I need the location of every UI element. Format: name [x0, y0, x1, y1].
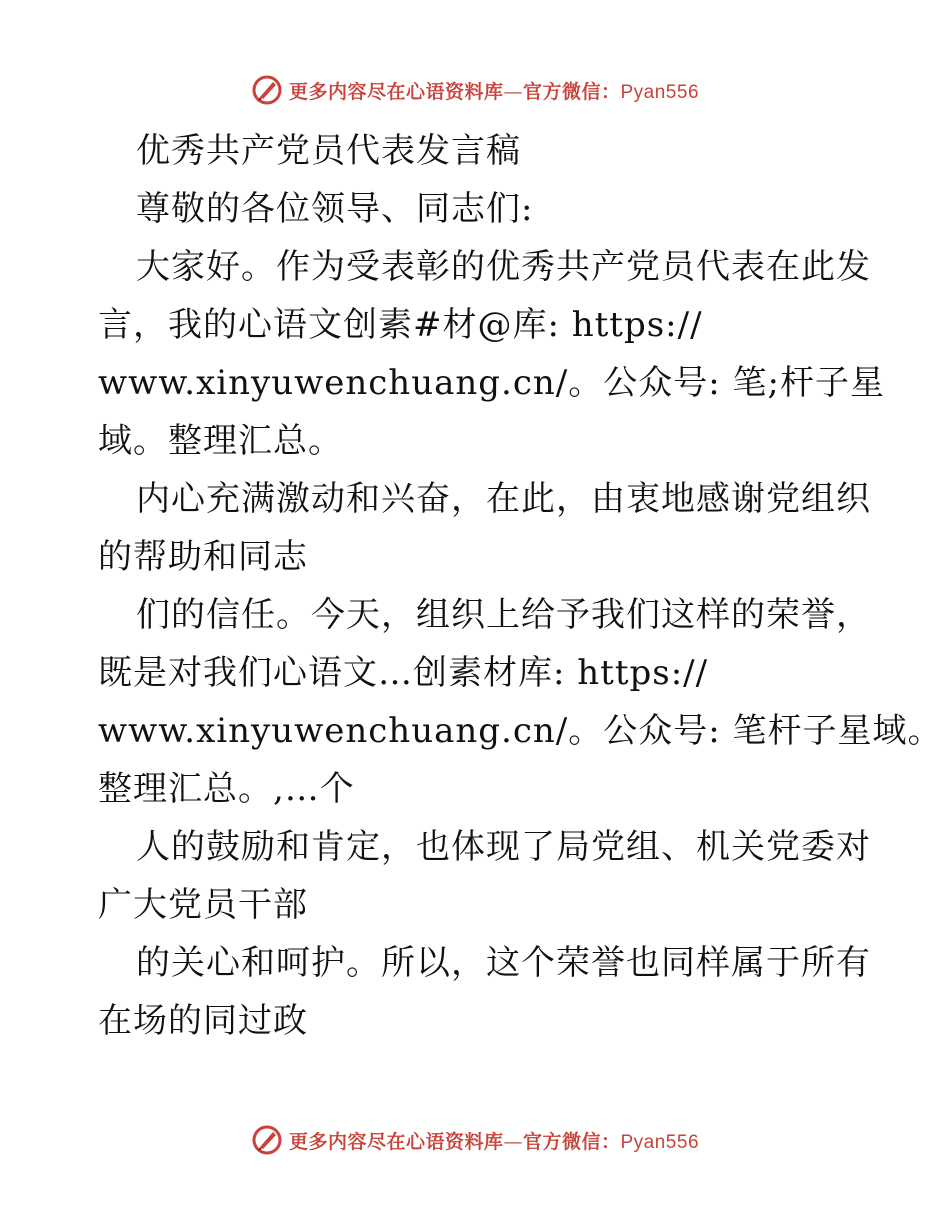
paragraph-line: 们的信任。今天，组织上给予我们这样的荣誉， — [136, 595, 871, 635]
quill-pen-logo-icon — [251, 74, 283, 106]
paragraph-line: www.xinyuwenchuang.cn/。公众号: 笔;杆子星 — [98, 363, 885, 403]
paragraph-line: 人的鼓励和肯定，也体现了局党组、机关党委对 — [136, 827, 871, 867]
paragraph-line: www.xinyuwenchuang.cn/。公众号: 笔杆子星域。 — [98, 711, 943, 751]
document-body — [98, 122, 943, 1050]
footer-banner — [0, 1120, 950, 1160]
document-title: 优秀共产党员代表发言稿 — [136, 131, 521, 171]
banner-wechat-id: Pyan556 — [620, 81, 700, 103]
paragraph-line: 广大党员干部 — [98, 885, 308, 925]
banner-separator: — — [503, 80, 523, 103]
paragraph-line: 既是对我们心语文…创素材库: https:// — [98, 653, 709, 693]
banner-main-text: 更多内容尽在心语资料库 — [288, 80, 504, 103]
banner-wechat-label: 官方微信： — [522, 80, 621, 103]
paragraph-line: 大家好。作为受表彰的优秀共产党员代表在此发 — [136, 247, 871, 287]
paragraph-line: 整理汇总。,…个 — [98, 769, 355, 809]
salutation: 尊敬的各位领导、同志们: — [136, 189, 534, 229]
banner-separator: — — [503, 1130, 523, 1153]
footer-banner-text — [289, 1127, 699, 1154]
banner-main-text: 更多内容尽在心语资料库 — [288, 1130, 504, 1153]
paragraph-line: 内心充满激动和兴奋，在此，由衷地感谢党组织 — [136, 479, 871, 519]
paragraph-line: 在场的同过政 — [98, 1001, 308, 1041]
quill-pen-logo-icon — [251, 1124, 283, 1156]
banner-wechat-id: Pyan556 — [620, 1131, 700, 1153]
paragraph-line: 的关心和呵护。所以，这个荣誉也同样属于所有 — [136, 943, 871, 983]
paragraph-line: 言，我的心语文创素#材@库: https:// — [98, 305, 703, 345]
banner-wechat-label: 官方微信： — [522, 1130, 621, 1153]
header-banner-text — [289, 77, 699, 104]
paragraph-line: 域。整理汇总。 — [98, 421, 343, 461]
header-banner — [0, 70, 950, 110]
paragraph-line: 的帮助和同志 — [98, 537, 308, 577]
